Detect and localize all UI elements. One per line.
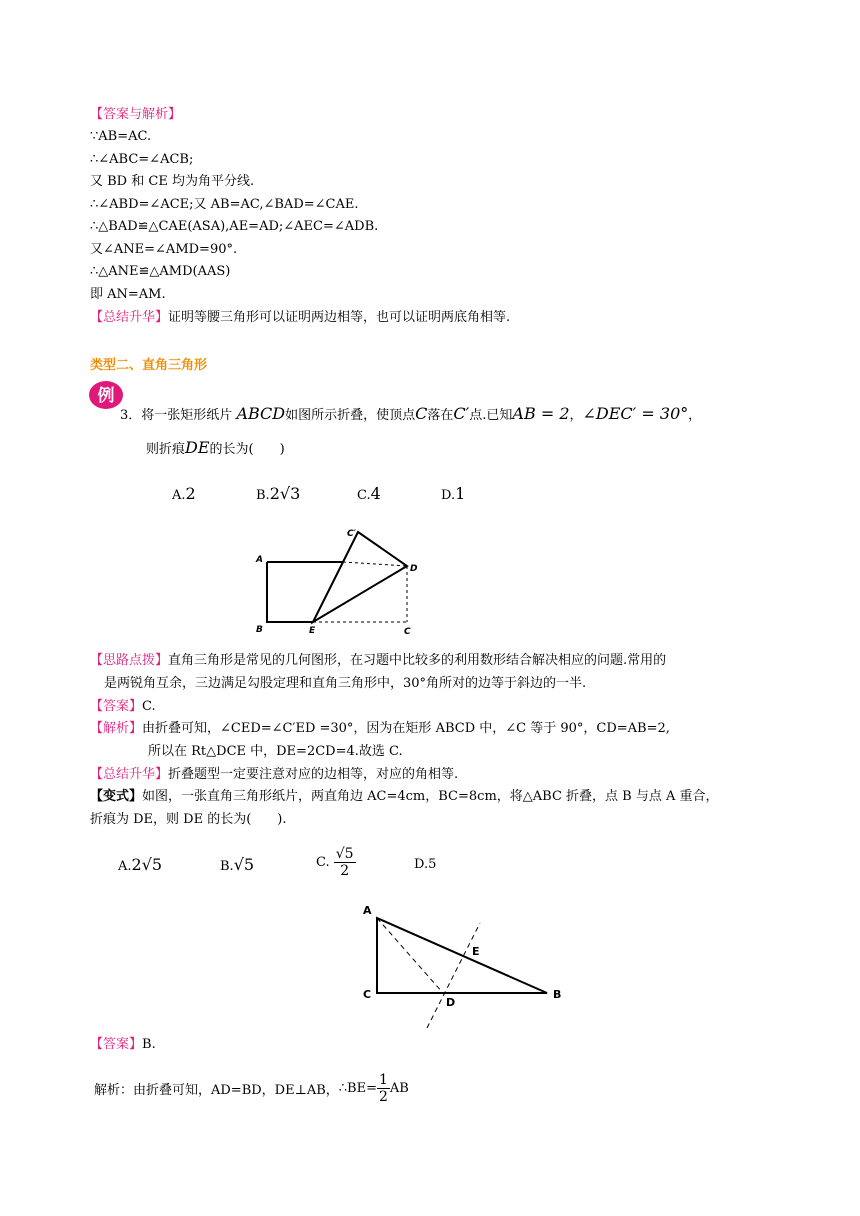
q3-de: DE	[185, 438, 210, 457]
variant-option-a-label: A.	[118, 859, 132, 874]
q3-label-e: E	[309, 626, 316, 636]
q3-option-d-value: 1	[455, 484, 466, 503]
proof-line-1: ∵AB=AC.	[90, 129, 152, 144]
variant-therefore-be: ∴BE=	[338, 1081, 377, 1096]
summary-text: 证明等腰三角形可以证明两边相等，也可以证明两底角相等.	[168, 310, 511, 325]
q3-option-c-label: C.	[357, 488, 371, 503]
q3-option-a-value: 2	[185, 484, 196, 503]
q3-option-d	[441, 484, 465, 506]
q3-summary-line	[90, 765, 458, 785]
variant-option-b-label: B.	[220, 859, 234, 874]
q3-option-a	[172, 484, 196, 506]
q3-text-a: 将一张矩形纸片	[141, 408, 233, 423]
q3-ab-eq: AB = 2	[512, 404, 570, 423]
variant-label-c: C	[363, 988, 372, 1001]
hint-line-1	[90, 651, 666, 671]
summary-line-1	[90, 308, 510, 328]
variant-answer-value: B.	[142, 1037, 156, 1052]
q3-folded-triangle	[313, 532, 407, 622]
q3-edge-ad-dashed	[343, 562, 407, 566]
proof-line-2: ∴∠ABC=∠ACB;	[90, 152, 194, 167]
q3-option-a-label: A.	[172, 488, 186, 503]
variant-half-numerator: 1	[378, 1072, 388, 1088]
proof-line-5: ∴△BAD≌△CAE(ASA),AE=AD;∠AEC=∠ADB.	[90, 219, 379, 234]
q3-c: C	[415, 404, 428, 423]
q3-label-b: B	[256, 625, 263, 635]
q3-analysis-text-1: 由折叠可知，∠CED=∠C′ED =30°，因为在矩形 ABCD 中，∠C 等于 90°，CD=AB=2,	[142, 721, 670, 736]
variant-option-c-fraction	[334, 846, 356, 879]
q3-text-d: 点.已知	[469, 408, 513, 423]
q3-summary-text: 折叠题型一定要注意对应的边相等，对应的角相等.	[168, 767, 459, 782]
q3-folding-figure	[250, 520, 430, 640]
variant-label-a: A	[363, 904, 372, 917]
variant-option-c	[316, 846, 356, 879]
q3-text-e: 则折痕	[146, 442, 186, 457]
q3-answer-value: C.	[142, 699, 156, 714]
variant-line-1	[90, 787, 719, 807]
q3-analysis-line-1	[90, 719, 670, 739]
q3-summary-tag: 【总结升华】	[90, 767, 169, 782]
variant-option-a-value: 2√5	[131, 855, 163, 874]
example-badge-icon	[88, 380, 124, 410]
answer-analysis-tag: 【答案与解析】	[90, 107, 182, 122]
q3-label-c: C	[404, 627, 411, 637]
summary-tag: 【总结升华】	[90, 310, 169, 325]
q3-option-d-label: D.	[441, 488, 456, 503]
q3-answer-tag: 【答案】	[90, 699, 143, 714]
variant-fold-ad	[377, 918, 443, 993]
variant-line-2: 折痕为 DE，则 DE 的长为( ).	[90, 812, 287, 827]
q3-comma: ，	[569, 408, 583, 423]
q3-number: 3．	[120, 408, 142, 423]
proof-line-6: 又∠ANE=∠AMD=90°.	[90, 242, 238, 257]
q3-option-c-value: 4	[370, 484, 381, 503]
q3-option-b	[256, 484, 300, 506]
q3-option-c	[357, 484, 381, 506]
variant-fold-crease	[427, 923, 480, 1028]
variant-answer-line	[90, 1035, 156, 1055]
q3-comma-2: ，	[688, 408, 702, 423]
example-badge	[88, 380, 124, 410]
variant-option-a	[118, 855, 162, 877]
variant-option-c-label: C.	[316, 855, 330, 870]
q3-option-b-value: 2√3	[269, 484, 301, 503]
q3-c-prime: C′	[453, 404, 470, 423]
variant-label-e: E	[472, 945, 480, 958]
variant-tag: 【变式】	[90, 789, 143, 804]
variant-text-1: 如图，一张直角三角形纸片，两直角边 AC=4cm，BC=8cm，将△ABC 折叠，点 B 与点 A 重合，	[142, 789, 719, 804]
variant-option-d: D.5	[414, 857, 437, 872]
variant-triangle-figure	[355, 898, 575, 1033]
q3-abcd: ABCD	[236, 404, 286, 423]
q3-line-2	[146, 438, 285, 460]
q3-option-b-label: B.	[256, 488, 270, 503]
q3-line-1	[120, 404, 701, 426]
q3-analysis-tag: 【解析】	[90, 721, 143, 736]
proof-line-7: ∴△ANE≌△AMD(AAS)	[90, 264, 231, 279]
variant-ab: AB	[389, 1081, 409, 1096]
variant-half-denominator: 2	[378, 1089, 388, 1105]
variant-half-fraction	[377, 1072, 390, 1105]
q3-text-f: 的长为( )	[209, 442, 285, 457]
section-heading: 类型二、直角三角形	[90, 358, 208, 373]
variant-option-b	[220, 855, 254, 877]
q3-label-a: A	[256, 555, 263, 565]
variant-triangle-acb	[377, 918, 547, 993]
variant-option-c-numerator: √5	[335, 846, 354, 862]
q3-text-c: 落在	[427, 408, 454, 423]
variant-option-b-value: √5	[233, 855, 255, 874]
variant-analysis-line	[94, 1072, 409, 1105]
hint-tag: 【思路点拨】	[90, 653, 169, 668]
example-badge-text: 例	[97, 386, 115, 406]
hint-text-1: 直角三角形是常见的几何图形，在习题中比较多的利用数形结合解决相应的问题.常用的	[168, 653, 667, 668]
variant-label-b: B	[553, 988, 562, 1001]
q3-analysis-line-2: 所以在 Rt△DCE 中，DE=2CD=4.故选 C.	[148, 744, 403, 759]
proof-line-4: ∴∠ABD=∠ACE;又 AB=AC,∠BAD=∠CAE.	[90, 197, 359, 212]
proof-line-8: 即 AN=AM.	[90, 287, 166, 302]
q3-label-d: D	[410, 564, 418, 574]
variant-answer-tag: 【答案】	[90, 1037, 143, 1052]
q3-text-b: 如图所示折叠，使顶点	[285, 408, 416, 423]
proof-line-3: 又 BD 和 CE 均为角平分线.	[90, 174, 255, 189]
q3-edge-abe	[267, 562, 313, 622]
variant-option-c-denominator: 2	[340, 863, 350, 879]
q3-angle-eq: ∠DEC′ = 30°	[582, 404, 689, 423]
variant-label-d: D	[446, 996, 456, 1009]
q3-answer-line	[90, 697, 156, 717]
q3-label-c-prime: C′	[347, 529, 356, 539]
hint-line-2: 是两锐角互余，三边满足勾股定理和直角三角形中，30°角所对的边等于斜边的一半.	[104, 676, 587, 691]
variant-analysis-prefix: 解析：由折叠可知，AD=BD，DE⊥AB，	[94, 1083, 339, 1098]
